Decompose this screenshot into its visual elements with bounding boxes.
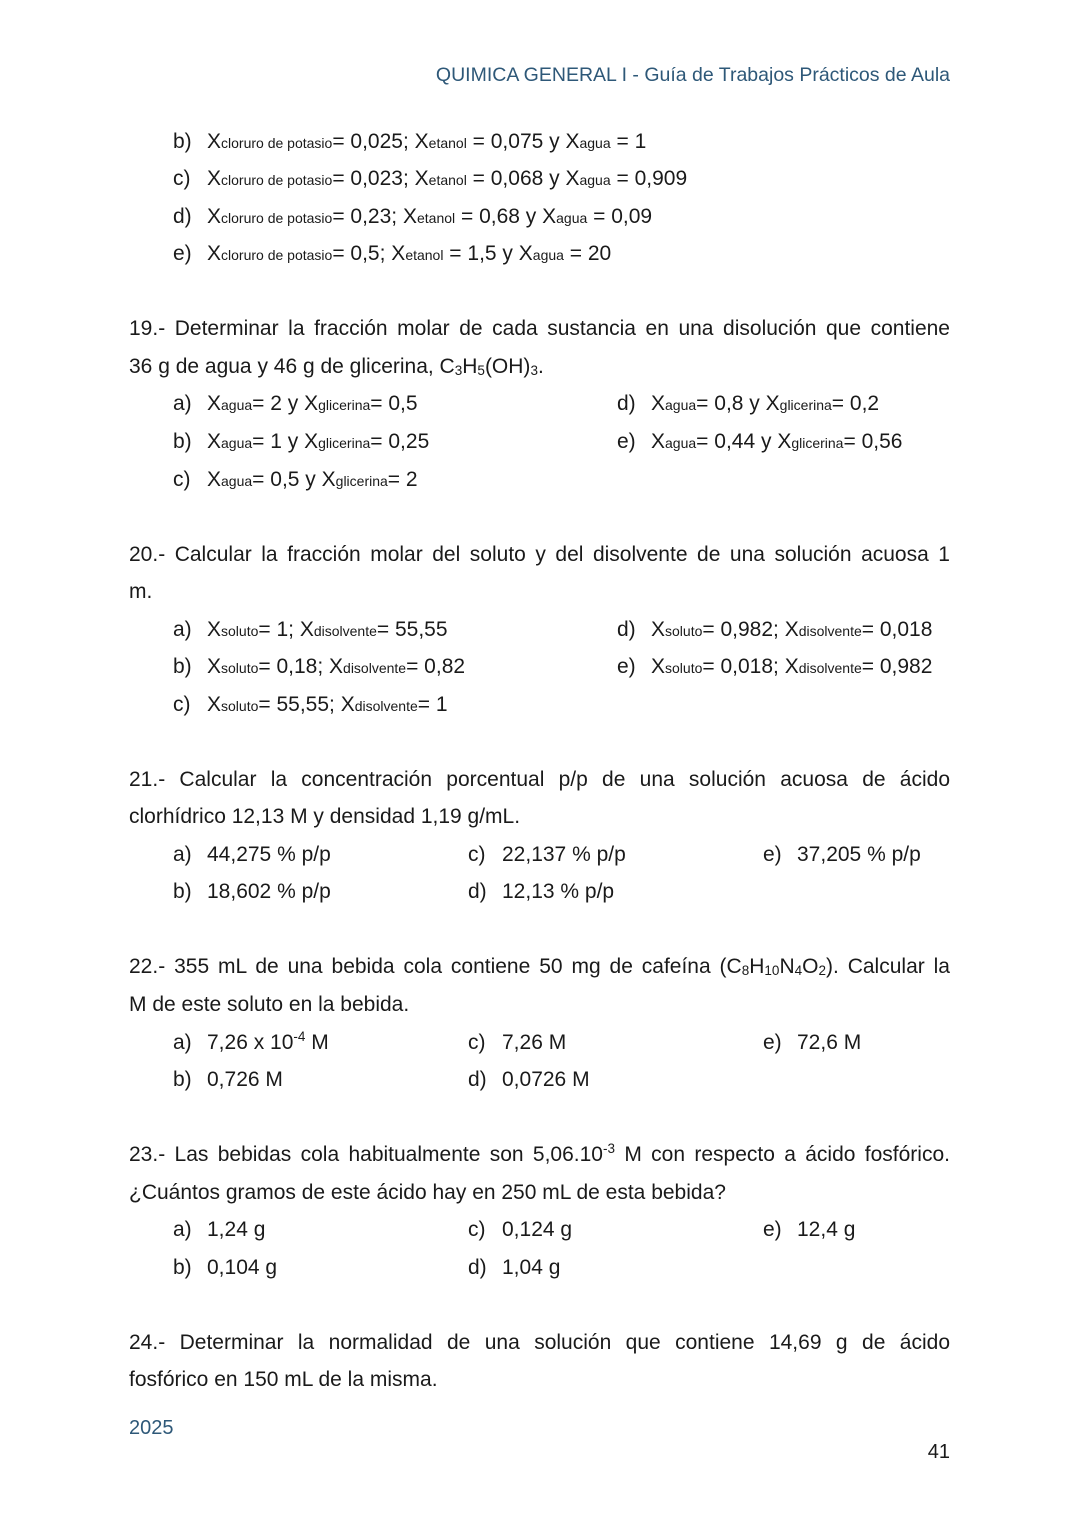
q22-text-line1: 22.- 355 mL de una bebida cola contiene 50 mg de cafeína $(C_8H_{10}N_4O_2)$. Calcular la — [129, 955, 950, 978]
q21-option-c: c) 22,137 % p/p — [468, 843, 626, 866]
option-label: e) — [173, 242, 192, 265]
q19-option-c: c) Xagua= 0,5 y Xglicerina= 2 — [173, 468, 418, 491]
q19-option-e: e) Xagua= 0,44 y Xglicerina= 0,56 — [617, 430, 903, 453]
option-label: d) — [173, 205, 192, 228]
q23-option-a: a) 1,24 g — [173, 1218, 266, 1241]
q23-option-c: c) 0,124 g — [468, 1218, 573, 1241]
q22-text-line2: M de este soluto en la bebida. — [129, 993, 410, 1016]
q24-text-line2: fosfórico en 150 mL de la misma. — [129, 1368, 438, 1391]
option-label: c) — [173, 167, 191, 190]
q22-option-a: a) 7,26 x $10^{-4}$ M — [173, 1029, 329, 1054]
q20-option-b: b) Xsoluto= 0,18; Xdisolvente= 0,82 — [173, 655, 466, 678]
q19-option-d: d) Xagua= 0,8 y Xglicerina= 0,2 — [617, 392, 880, 415]
q18-option-c: c) Xcloruro de potasio= 0,023; Xetanol = 0,068 y Xagua = 0,909 — [173, 167, 688, 190]
q21-option-b: b) 18,602 % p/p — [173, 880, 331, 903]
q18-option-e: e) Xcloruro de potasio= 0,5; Xetanol = 1,5 y Xagua = 20 — [173, 242, 612, 265]
q24-text-line1: 24.- Determinar la normalidad de una solución que contiene 14,69 g de ácido — [129, 1331, 950, 1354]
q20-option-a: a) Xsoluto= 1; Xdisolvente= 55,55 — [173, 618, 448, 641]
option-label: b) — [173, 130, 192, 153]
q21-text-line2: clorhídrico 12,13 M y densidad 1,19 g/mL. — [129, 805, 521, 828]
footer-year: 2025 — [129, 1417, 174, 1439]
q19-text-line2: 36 g de agua y 46 g de glicerina, $C_3H_5(OH)_3$. — [129, 355, 544, 378]
q22-option-b: b) 0,726 M — [173, 1068, 283, 1091]
q23-option-e: e) 12,4 g — [763, 1218, 856, 1241]
q19-option-b: b) Xagua= 1 y Xglicerina= 0,25 — [173, 430, 430, 453]
q21-option-e: e) 37,205 % p/p — [763, 843, 921, 866]
page-number: 41 — [927, 1441, 950, 1463]
q23-option-b: b) 0,104 g — [173, 1256, 278, 1279]
q22-option-e: e) 72,6 M — [763, 1031, 862, 1054]
q20-option-d: d) Xsoluto= 0,982; Xdisolvente= 0,018 — [617, 618, 933, 641]
q20-option-c: c) Xsoluto= 55,55; Xdisolvente= 1 — [173, 693, 448, 716]
q20-text-line2: m. — [129, 580, 153, 603]
q18-option-d: d) Xcloruro de potasio= 0,23; Xetanol = 0,68 y Xagua = 0,09 — [173, 205, 653, 228]
page-header-title: QUIMICA GENERAL I - Guía de Trabajos Prácticos de Aula — [435, 64, 950, 86]
q21-option-d: d) 12,13 % p/p — [468, 880, 615, 903]
q23-text-line2: ¿Cuántos gramos de este ácido hay en 250 mL de esta bebida? — [129, 1181, 726, 1204]
q22-option-d: d) 0,0726 M — [468, 1068, 590, 1091]
q23-option-d: d) 1,04 g — [468, 1256, 561, 1279]
q21-option-a: a) 44,275 % p/p — [173, 843, 331, 866]
q19-text-line1: 19.- Determinar la fracción molar de cada sustancia en una disolución que contiene — [129, 317, 950, 340]
q22-option-c: c) 7,26 M — [468, 1031, 567, 1054]
q19-option-a: a) Xagua= 2 y Xglicerina= 0,5 — [173, 392, 418, 415]
q23-text-line1: 23.- Las bebidas cola habitualmente son $5,06.10^{-3}$ M con respecto a ácido fosfórico. — [129, 1141, 950, 1166]
q18-option-b: b) Xcloruro de potasio= 0,025; Xetanol = 0,075 y Xagua = 1 — [173, 130, 647, 153]
q20-text-line1: 20.- Calcular la fracción molar del soluto y del disolvente de una solución acuosa 1 — [129, 543, 950, 566]
q20-option-e: e) Xsoluto= 0,018; Xdisolvente= 0,982 — [617, 655, 933, 678]
q21-text-line1: 21.- Calcular la concentración porcentual p/p de una solución acuosa de ácido — [129, 768, 950, 791]
